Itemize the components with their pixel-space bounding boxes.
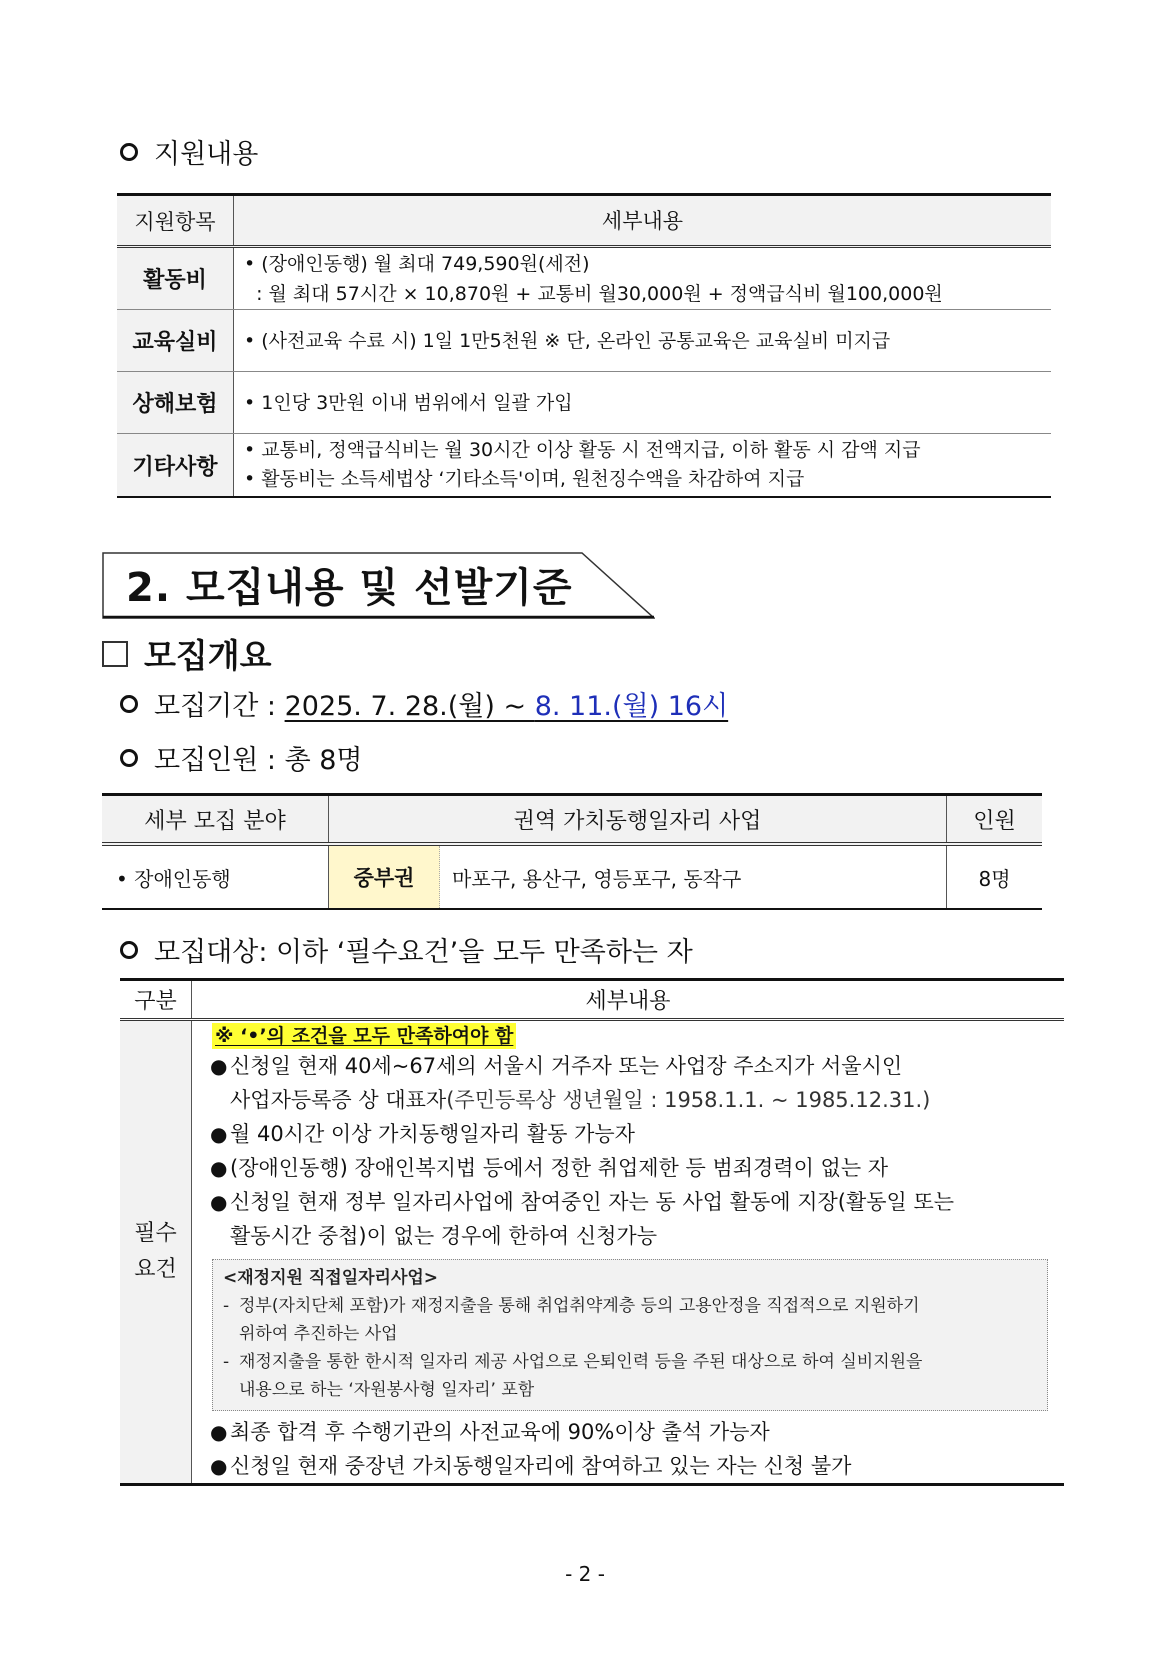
circle-bullet-icon [120,695,138,713]
bullet-dot-icon: ● [210,1420,228,1444]
table-row [120,1021,1064,1483]
dash-icon: - [223,1296,230,1316]
circle-bullet-icon [120,941,138,959]
table-row: 활동비 • (장애인동행) 월 최대 749,590원(세전) : 월 최대 57시간 × 10,870원 + 교통비 월30,000원 + 정액급식비 월100,000원 [117,248,1051,310]
support-table [117,193,1051,498]
table-row: • 장애인동행 중부권 마포구, 용산구, 영등포구, 동작구 8명 [102,846,1042,908]
requirement-item: ● 신청일 현재 중장년 가치동행일자리에 참여하고 있는 자는 신청 불가 [204,1449,1048,1483]
requirement-item: ● 신청일 현재 40세~67세의 서울시 거주자 또는 사업장 주소지가 서울시인 사업자등록증 상 대표자(주민등록상 생년월일 : 1958.1.1. ~ 1985.12.31.) [204,1049,1048,1117]
requirement-item: ● 월 40시간 이상 가치동행일자리 활동 가능자 [204,1117,1048,1151]
bullet-dot-icon: ● [210,1122,228,1146]
page-number: - 2 - [565,1562,605,1586]
bullet-dot-icon: ● [210,1156,228,1180]
table-header: 세부 모집 분야 권역 가치동행일자리 사업 인원 [102,796,1042,846]
square-bullet-icon [102,641,128,667]
overview-heading: 모집개요 [102,630,272,677]
table-row: 교육실비 • (사전교육 수료 시) 1일 1만5천원 ※ 단, 온라인 공통교육은 교육실비 미지급 [117,310,1051,372]
recruit-period: 모집기간 : 2025. 7. 28.(월) ~ 8. 11.(월) 16시 [120,684,728,723]
recruit-table [102,793,1042,910]
bullet-dot-icon: ● [210,1454,228,1478]
table-header: 지원항목 세부내용 [117,196,1051,248]
dash-icon: - [223,1352,230,1372]
period-end-date: 8. 11.(월) 16시 [534,691,729,722]
requirements-table [120,978,1064,1486]
table-header: 구분 세부내용 [120,981,1064,1021]
target-heading: 모집대상: 이하 ‘필수요건’을 모두 만족하는 자 [120,930,693,969]
highlighted-note: ※ ‘•’의 조건을 모두 만족하여야 함 [212,1023,516,1049]
category-cell: 필수 요건 [120,1021,192,1483]
table-row: 상해보험 • 1인당 3만원 이내 범위에서 일괄 가입 [117,372,1051,434]
requirement-item: ● 신청일 현재 정부 일자리사업에 참여중인 자는 동 사업 활동에 지장(활동일 또는 활동시간 중첩)이 없는 경우에 한하여 신청가능 [204,1185,1048,1253]
requirement-item: ● (장애인동행) 장애인복지법 등에서 정한 취업제한 등 범죄경력이 없는 자 [204,1151,1048,1185]
circle-bullet-icon [120,749,138,767]
period-value: 2025. 7. 28.(월) ~ 8. 11.(월) 16시 [284,691,729,722]
support-heading: 지원내용 [120,132,258,171]
direct-job-program-note: <재정지원 직접일자리사업> - 정부(자치단체 포함)가 재정지출을 통해 취업취약계층 등의 고용안정을 직접적으로 지원하기 위하여 추진하는 사업 - 재정지출을 통한 한시적 일자리 제공 사업으로 은퇴인력 등을 주된 대상으로 하여 실비지원을 내용으로 하는 ‘자원봉사형 일자리’ 포함 [212,1259,1048,1411]
requirement-item: ● 최종 합격 후 수행기관의 사전교육에 90%이상 출석 가능자 [204,1415,1048,1449]
bullet-dot-icon: ● [210,1190,228,1214]
table-row: 기타사항 • 교통비, 정액급식비는 월 30시간 이상 활동 시 전액지급, 이하 활동 시 감액 지급 • 활동비는 소득세법상 ‘기타소득'이며, 원천징수액을 차감하여 지급 [117,434,1051,496]
region-badge: 중부권 [329,846,440,908]
circle-bullet-icon [120,143,138,161]
recruit-count: 모집인원 : 총 8명 [120,738,363,777]
bullet-dot-icon: ● [210,1054,228,1078]
section-title-banner: 2. 모집내용 및 선발기준 [102,552,655,619]
